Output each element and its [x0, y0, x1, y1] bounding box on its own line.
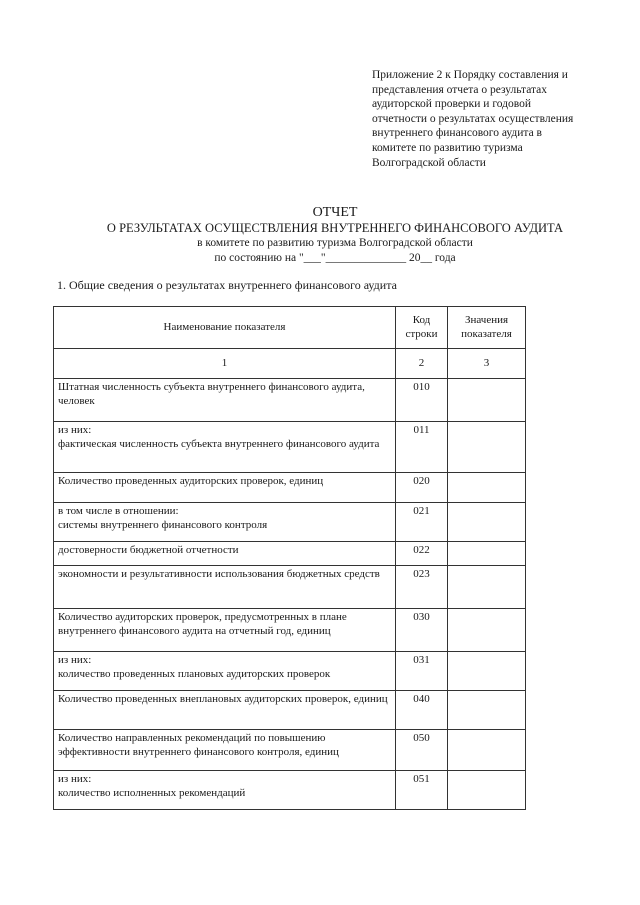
row-code: 030 [396, 609, 448, 652]
row-code: 021 [396, 503, 448, 542]
column-number-row [54, 349, 526, 379]
row-code: 011 [396, 422, 448, 473]
indicator-value [448, 566, 526, 609]
appendix-line: отчетности о результатах осуществления [372, 112, 574, 125]
table-row [54, 771, 526, 810]
appendix-line: комитете по развитию туризма [372, 141, 523, 154]
row-code: 051 [396, 771, 448, 810]
indicator-name: Штатная численность субъекта внутреннего финансового аудита, человек [54, 379, 396, 422]
table-row [54, 691, 526, 730]
row-code: 022 [396, 542, 448, 566]
indicator-value [448, 609, 526, 652]
indicator-value [448, 652, 526, 691]
indicator-name: Количество направленных рекомендаций по повышению эффективности внутреннего финансового контроля, единиц [54, 730, 396, 771]
section-title: 1. Общие сведения о результатах внутреннего финансового аудита [57, 278, 397, 292]
indicator-value [448, 473, 526, 503]
indicator-value [448, 422, 526, 473]
table-header-row [54, 307, 526, 349]
appendix-note [372, 68, 612, 170]
column-number: 1 [54, 349, 396, 379]
appendix-line: внутреннего финансового аудита в [372, 127, 542, 140]
column-header-name: Наименование показателя [54, 307, 396, 349]
appendix-line: Волгоградской области [372, 156, 486, 169]
indicator-name: из них: количество проведенных плановых аудиторских проверок [54, 652, 396, 691]
indicator-name: в том числе в отношении: системы внутреннего финансового контроля [54, 503, 396, 542]
report-table [53, 306, 526, 810]
indicator-name: Количество аудиторских проверок, предусмотренных в плане внутреннего финансового аудита на отчетный год, единиц [54, 609, 396, 652]
column-header-code: Код строки [396, 307, 448, 349]
organization-line: в комитете по развитию туризма Волгоградской области [197, 237, 473, 249]
appendix-line: аудиторской проверки и годовой [372, 98, 532, 111]
appendix-line: Приложение 2 к Порядку составления и [372, 69, 568, 81]
table-row [54, 422, 526, 473]
column-number: 2 [396, 349, 448, 379]
indicator-name: экономности и результативности использования бюджетных средств [54, 566, 396, 609]
indicator-name: из них: фактическая численность субъекта внутреннего финансового аудита [54, 422, 396, 473]
table-row [54, 503, 526, 542]
row-code: 040 [396, 691, 448, 730]
indicator-value [448, 771, 526, 810]
document-subtitle: О РЕЗУЛЬТАТАХ ОСУЩЕСТВЛЕНИЯ ВНУТРЕННЕГО ФИНАНСОВОГО АУДИТА [106, 221, 564, 235]
column-number: 3 [448, 349, 526, 379]
row-code: 010 [396, 379, 448, 422]
title-block [0, 204, 640, 265]
row-code: 020 [396, 473, 448, 503]
date-line: по состоянию на "___"______________ 20__ года [214, 251, 456, 264]
table-row [54, 609, 526, 652]
table-row [54, 566, 526, 609]
indicator-name: из них: количество исполненных рекомендаций [54, 771, 396, 810]
appendix-line: представления отчета о результатах [372, 83, 548, 96]
column-header-value: Значения показателя [448, 307, 526, 349]
indicator-value [448, 730, 526, 771]
indicator-value [448, 542, 526, 566]
row-code: 050 [396, 730, 448, 771]
indicator-value [448, 691, 526, 730]
document-title: ОТЧЕТ [312, 205, 358, 220]
indicator-value [448, 379, 526, 422]
indicator-value [448, 503, 526, 542]
table-row [54, 473, 526, 503]
table-row [54, 730, 526, 771]
table-row [54, 542, 526, 566]
table-row [54, 652, 526, 691]
row-code: 023 [396, 566, 448, 609]
indicator-name: Количество проведенных аудиторских проверок, единиц [54, 473, 396, 503]
indicator-name: Количество проведенных внеплановых аудиторских проверок, единиц [54, 691, 396, 730]
indicator-name: достоверности бюджетной отчетности [54, 542, 396, 566]
table-row [54, 379, 526, 422]
row-code: 031 [396, 652, 448, 691]
